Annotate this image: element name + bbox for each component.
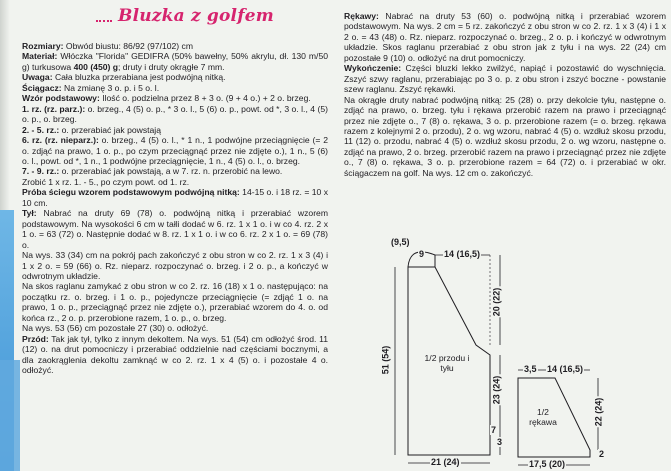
front-paragraph: Przód: Tak jak tył, tylko z innym dekoltem. Na wys. 51 (54) cm odłożyć środ. 11 (12) o. na drut pomocniczy i przerabiać oddzielnie nad częściami bocznymi, a dla zaokrąglenia dekoltu zamknąć w co 2. rz. 1 x 4 (5) o. i pozostałe 4 o. odłożyć. bbox=[22, 333, 328, 376]
back-paragraph: Tył: Nabrać na druty 69 (78) o. podwójną nitką i przerabiać wzorem podstawowym. Na wysokości 6 cm w tałli dodać w 6. rz. 1 x 1 o. i w co 4. rz. 2 x 1 o. = 63 (72) o. Następnie dodać w 8. rz. 1 x 1 o. i w co 6. rz. 2 x 1 o. = 69 (78) o. bbox=[22, 208, 328, 250]
row7-9-paragraph: 7. - 9. rz.: o. przerabiać jak powstają, a w 7. rz. n. przerobić na lewo. bbox=[22, 166, 283, 177]
dim-raglan-height: 20 (22) bbox=[491, 287, 502, 317]
dim-bottom-edge-2: 7 bbox=[491, 425, 497, 435]
repeat-paragraph: Zrobić 1 x rz. 1. - 5., po czym powt. od 1. rz. bbox=[22, 176, 190, 187]
page-title: Bluzka z golfem bbox=[118, 6, 274, 26]
note-paragraph: Uwaga: Cała bluzka przerabiana jest podwójną nitką. bbox=[22, 72, 226, 83]
dim-top-width: 14 (16,5) bbox=[444, 249, 481, 259]
dim-sleeve-top-width: 14 (16,5) bbox=[547, 364, 584, 374]
row2-5-paragraph: 2. - 5. rz.: o. przerabiać jak powstają bbox=[22, 124, 161, 135]
dim-sleeve-top-small: 3,5 bbox=[524, 364, 537, 374]
dim-body-height: 51 (54) bbox=[380, 345, 391, 375]
finish-paragraph: Wykończenie: Części bluzki lekko zwilżyć, napiąć i pozostawić do wyschnięcia. Zszyć szwy raglanu, przerabiając po 3 o. p. z obu stron i zszyć boczne - powstanie szew raglanu. Zszyć rękawki. bbox=[344, 63, 666, 95]
dim-neck-offset-b: 9 bbox=[419, 249, 425, 259]
material-paragraph: Materiał: Włóczka "Florida" GEDIFRA (50% bawełny, 50% akrylu, dł. 130 m/50 g) turkusowa 400 (450) g; druty i druty okrągłe 7 mm. bbox=[22, 51, 328, 72]
collar-paragraph: Na okrągłe druty nabrać podwójną nitką: 25 (28) o. przy dekolcie tyłu, następne o. zdjąć na prawo, o. brzeg. tyłu i rękawa przerobić razem na prawo i przeciągnąć przez nie zdjęte o., 7 (8) o. rękawa, 3 o. p. przerobione razem (= o. brzeg. rękawa razem z kolejnymi 2 o. przodu), 2 o. wg wzoru, nabrać 4 (5) o. wzdłuż skosu przodu, 11 (12) o. przodu, nabrać 4 (5) o. wzdłuż skosu przodu, 2 o. wg wzoru, następne o. zdjąć na prawo, 2 o. brzeg. przerobić razem na prawo i przeciągnąć przez nie zdjęte o., 7 (8) o. rękawa, 3 o. p. przerobione razem = 64 (72) o. i przerabiać w okr. ściągaczem na golf. Na wys. 12 cm o. zakończyć. bbox=[344, 94, 666, 178]
instructions-left-column bbox=[22, 41, 328, 376]
back-paragraph-2: Na wys. 33 (34) cm na pokrój pach zakończyć z obu stron w co 2. rz. 1 x 3 (4) i 1 x 2 o. = 59 (66) o. Rz. nieparz. rozpoczynać o. brzeg. i 2 o. p., a kończyć w odwrotnym układzie. bbox=[22, 250, 328, 281]
dim-side-height: 23 (24) bbox=[491, 375, 502, 405]
dim-sleeve-bottom-edge: 2 bbox=[599, 449, 605, 459]
page-shadow bbox=[0, 0, 10, 210]
blue-side-block bbox=[0, 360, 20, 471]
sizes-paragraph: Rozmiary: Obwód biustu: 86/92 (97/102) cm bbox=[22, 41, 194, 51]
row1-paragraph: 1. rz. (rz. parz.): o. brzeg., 4 (5) o. p., * 3 o. l., 5 (6) o. p., powt. od *, 3 o. l., 4 (5) o. p., o. brzeg. bbox=[22, 103, 328, 125]
dim-neck-offset: (9,5) bbox=[391, 237, 410, 247]
dim-sleeve-raglan: 22 (24) bbox=[593, 397, 604, 427]
dim-bottom-width: 21 (24) bbox=[431, 457, 460, 467]
title-decoration bbox=[96, 10, 112, 22]
instructions-right-column bbox=[344, 11, 666, 178]
pattern-schematic bbox=[340, 235, 671, 471]
sleeve-piece-label: 1/2 rękawa bbox=[529, 407, 557, 427]
back-paragraph-3: Na skos raglanu zamykać z obu stron w co 2. rz. 16 (18) x 1 o. następująco: na początku rz. o. brzeg. i 1 o. p., pojedyncze przeciągnięcie (= zdjąć 1 o. na prawo, 1 o. p., przeciągnąć przez nie zdjęte o.), przerabiać wzorem do 4. o. od końca rz., 2 o. p. przerobione razem, 1 o. p., o. brzeg. bbox=[22, 281, 328, 323]
row6-paragraph: 6. rz. (rz. nieparz.): o. brzeg., 4 (5) o. l., * 1 n., 1 podwójne przeciągnięcie (= 2 o. zdjąć na prawo, 1 o. p., po czym przeciągnąć przez nie zdjęte o.), 1 n., 5 (6) o. l., powt. od *, 1 n., 1 podwójne przeciągnięcie, 1 n., 4 (5) o. l., o. brzeg. bbox=[22, 135, 328, 166]
gauge-paragraph: Ściągacz: Na zmianę 3 o. p. i 5 o. l. bbox=[22, 82, 160, 93]
sample-paragraph: Próba ściegu wzorem podstawowym podwójną nitką: 14-15 o. i 18 rz. = 10 x 10 cm. bbox=[22, 187, 328, 208]
pattern-paragraph: Wzór podstawowy: Ilość o. podzielna przez 8 + 3 o. (9 + 4 o.) + 2 o. brzeg. bbox=[22, 93, 311, 104]
sleeves-paragraph: Rękawy: Nabrać na druty 53 (60) o. podwójną nitką i przerabiać wzorem podstawowym. Na wys. 2 cm = 5 rz. zakończyć z obu stron w co 2. rz. 1 x 3 (4) i 1 x 2 o. = 43 (48) o. Rz. nieparz. rozpoczynać o. brzeg., 2 o. p. i kończyć w odwrotnym układzie. Skos raglanu przerabiać z obu stron jak z tyłu i na wys. 22 (24) cm pozostałe 9 (10) o. odłożyć na drut pomocniczy. bbox=[344, 11, 666, 63]
back-paragraph-4: Na wys. 53 (56) cm pozostałe 27 (30) o. odłożyć. bbox=[22, 323, 209, 334]
dim-sleeve-bottom-width: 17,5 (20) bbox=[529, 459, 566, 469]
body-piece-label: 1/2 przodu i tyłu bbox=[424, 353, 470, 373]
dim-bottom-edge: 3 bbox=[497, 437, 503, 447]
